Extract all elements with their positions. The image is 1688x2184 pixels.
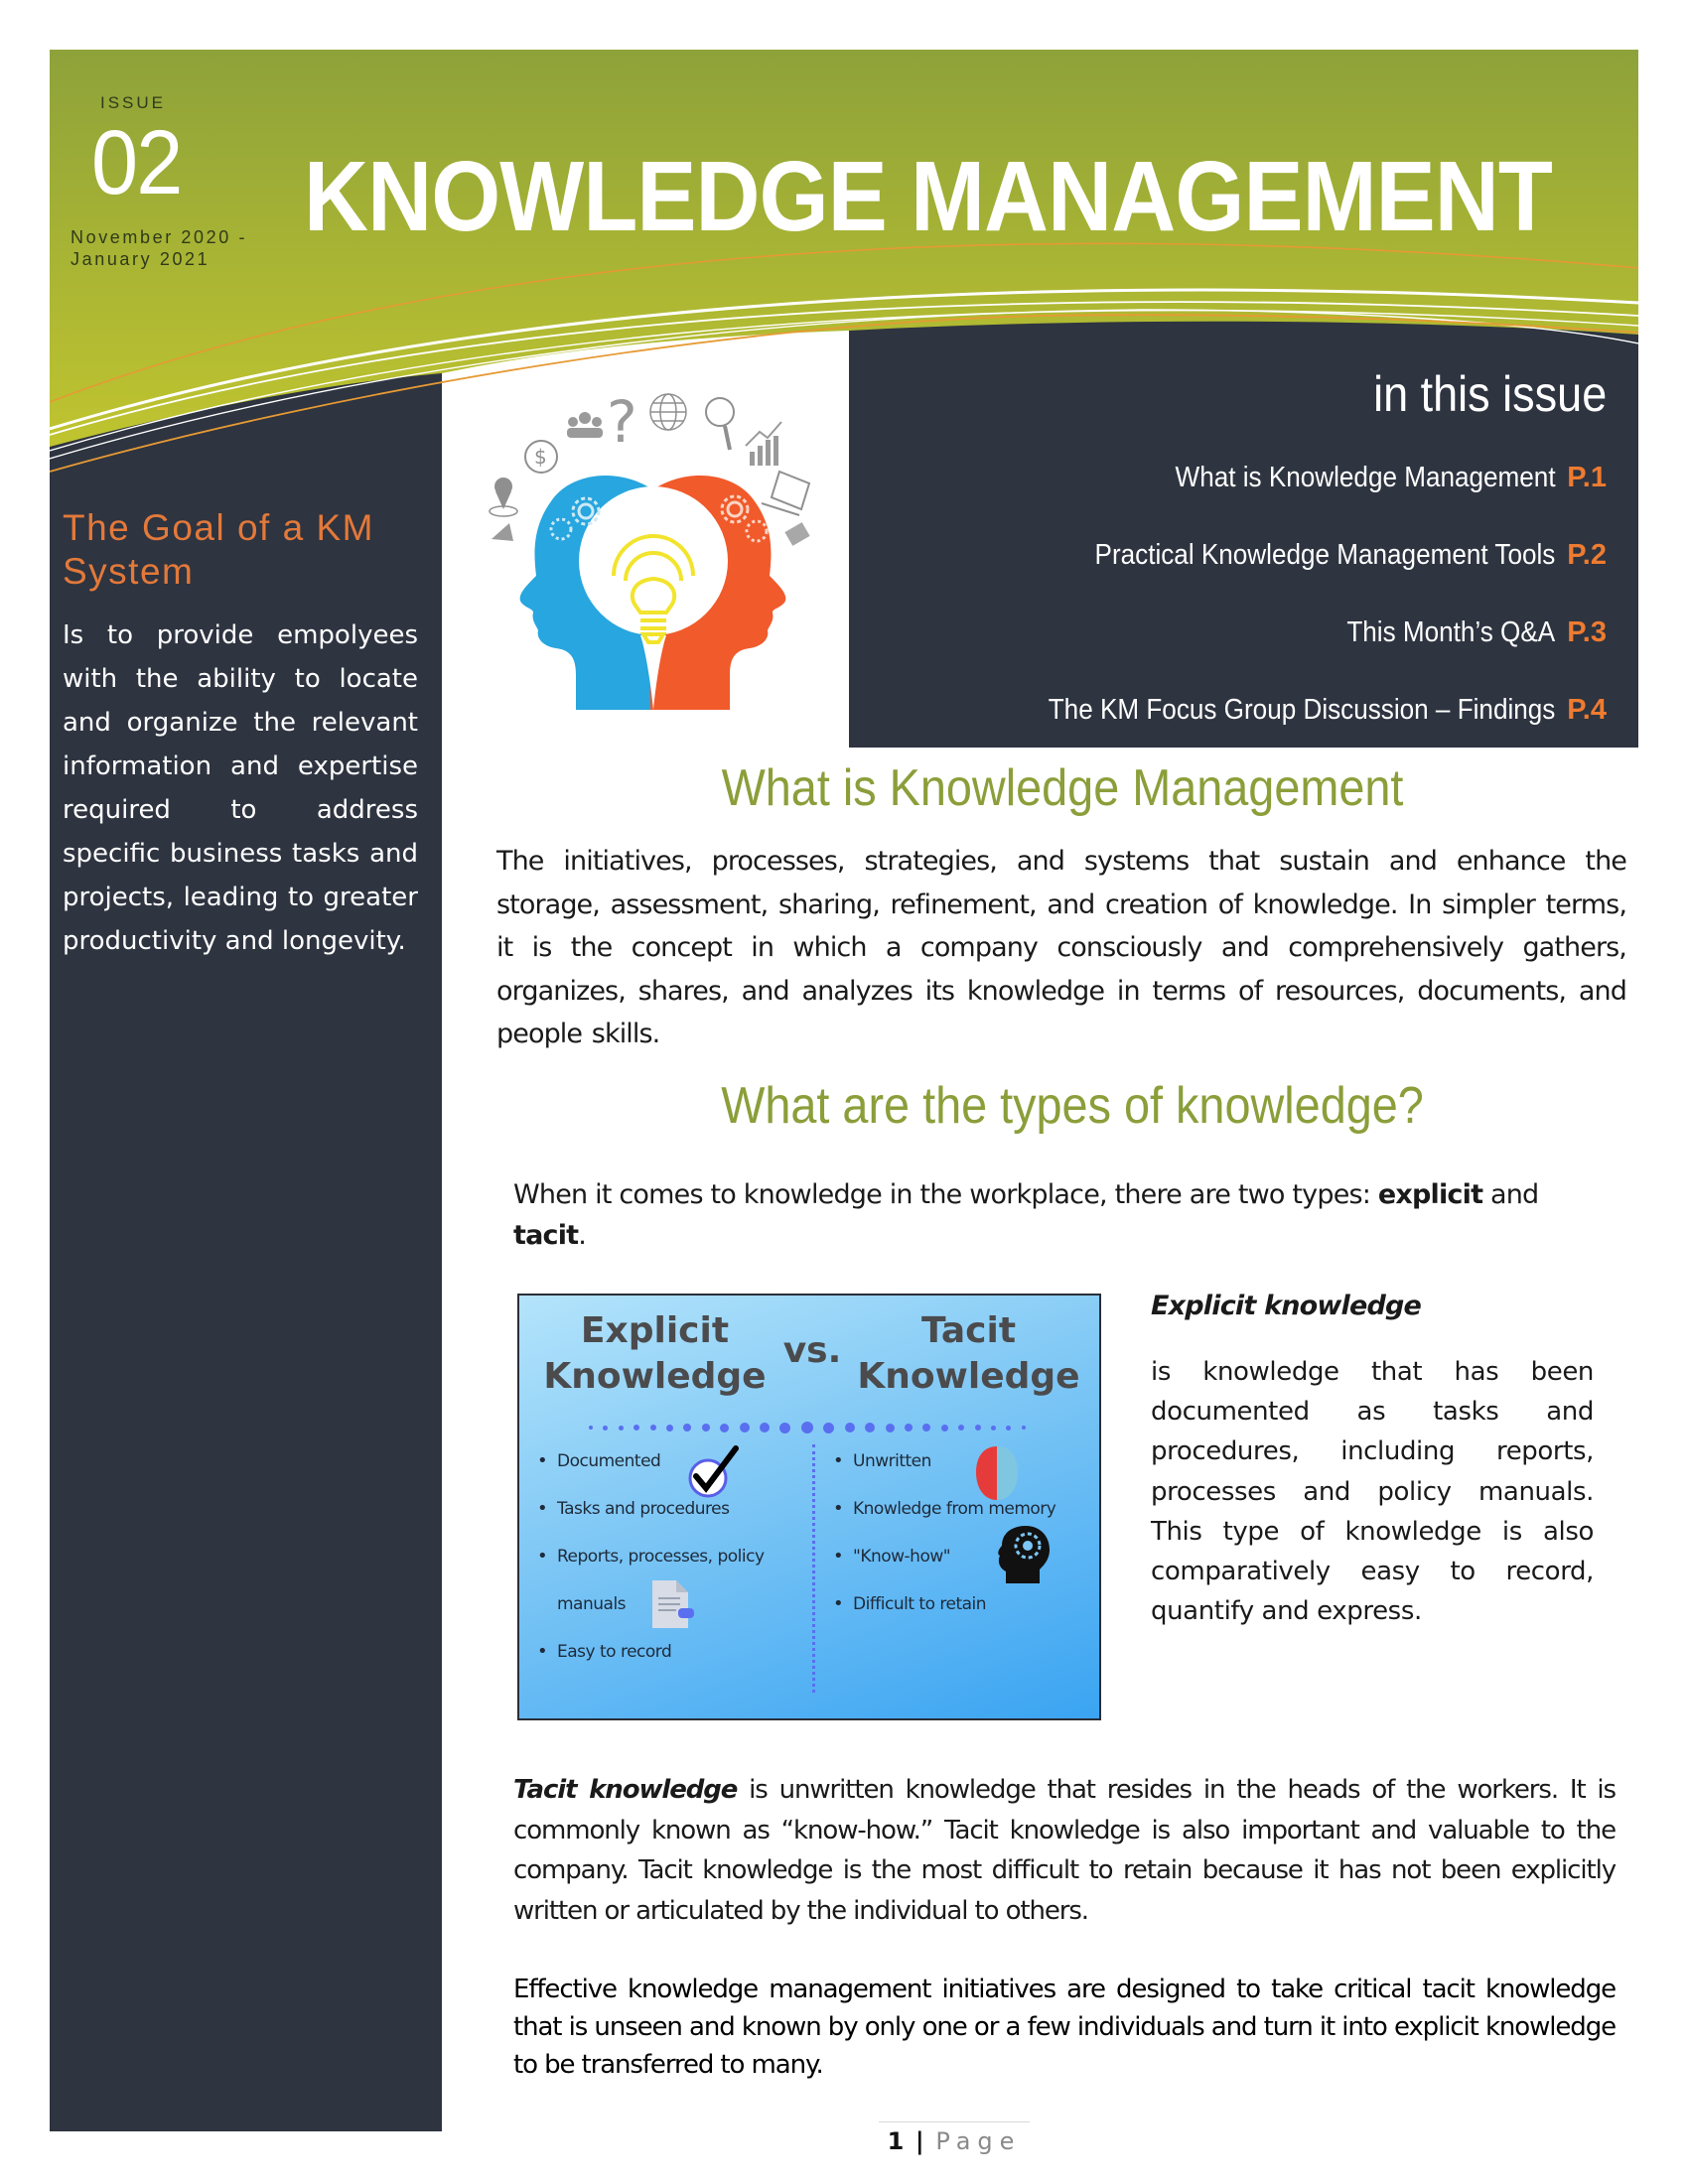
page-number: 1 [887,2127,905,2155]
explicit-list-item: • Reports, processes, policy [533,1542,811,1589]
brain-icon [974,1444,1020,1502]
bar-chart-icon [746,422,781,466]
explicit-list-item: • Easy to record [533,1637,811,1685]
sidebar-heading: The Goal of a KM System [63,507,374,592]
tacit-list-item: • Unwritten [829,1446,1097,1494]
toc-item-label: The KM Focus Group Discussion – Findings [1048,694,1556,726]
sidebar-body: Is to provide empolyees with the ability to locate and organize the relevant information and expertise required to address specific business tasks and projects, leading to greater productivity and longevity. [63,620,418,956]
people-icon [567,412,603,438]
intro-bold-explicit: explicit [1377,1179,1483,1210]
diagram-title-line: Tacit [920,1310,1017,1351]
megaphone-icon [492,523,513,541]
explicit-knowledge-paragraph: is knowledge that has been documented as tasks and procedures, including reports, processes and policy manuals. This type of knowledge is also comparatively easy to record, quantify and express. [1151,1357,1594,1627]
toc-item-page: P.4 [1567,694,1607,726]
location-pin-icon [490,478,517,516]
intro-text: . [578,1220,587,1251]
diagram-vs: vs. [782,1330,842,1371]
explicit-list-item: • Tasks and procedures [533,1494,811,1542]
page-label: Page [935,2127,1022,2155]
toc-item-page: P.3 [1567,616,1607,648]
intro-bold-tacit: tacit [513,1220,579,1251]
toc-item-page: P.1 [1567,462,1607,493]
diagram-title-line: Knowledge [543,1356,767,1397]
diagram-title-tacit [842,1310,1095,1397]
tacit-list-item: • Knowledge from memory [829,1494,1097,1542]
tacit-list-item: • "Know-how" [829,1542,1097,1589]
diagram-title-explicit [533,1310,776,1397]
page-footer [879,2127,1030,2155]
tacit-list-item: • Difficult to retain [829,1589,1097,1637]
envelope-icon [784,522,809,546]
tacit-knowledge-paragraph [513,1770,1616,1931]
toc-item[interactable] [852,539,1607,616]
in-this-issue-heading: in this issue [1372,366,1607,422]
toc-item[interactable] [852,616,1607,694]
diagram-title-line: Knowledge [857,1356,1080,1397]
issue-number: 02 [91,112,182,213]
explicit-list-item-continued: manuals [557,1594,627,1614]
footer-divider [879,2121,1030,2122]
magnifier-icon [706,398,734,450]
head-gear-icon [996,1524,1055,1585]
toc-item-label: This Month’s Q&A [1346,616,1556,648]
explicit-list-item: • Documented [533,1446,811,1494]
effective-km-paragraph: Effective knowledge management initiatives are designed to take critical tacit knowledge that is unseen and known by only one or a few individuals and turn it into explicit knowledge to be transferred to many. [513,1975,1616,2080]
tacit-knowledge-text: is unwritten knowledge that resides in the heads of the workers. It is commonly known as “know-how.” Tacit knowledge is also important and valuable to the company. Tacit knowledge is the most difficult to retain because it has not been explicitly written or articulated by the individual to others. [513,1775,1616,1926]
checkmark-icon [686,1442,748,1500]
tacit-knowledge-lead: Tacit knowledge [513,1775,738,1805]
question-mark-icon: ? [607,392,637,456]
what-is-km-paragraph: The initiatives, processes, strategies, and systems that sustain and enhance the storage, assessment, sharing, refinement, and creation of knowledge. In simpler terms, it is the concept in which a company consciously and comprehensively gathers, organizes, shares, and analyzes its knowledge in terms of resources, documents, and people skills. [496,846,1626,1049]
intro-text: and [1482,1179,1539,1210]
tacit-list [829,1446,1097,1637]
svg-text:$: $ [534,445,547,469]
toc-item-label: Practical Knowledge Management Tools [1094,539,1556,571]
hero-heads-illustration [482,392,824,710]
explicit-vs-tacit-diagram [517,1294,1101,1720]
issue-label: ISSUE [100,93,167,112]
section-heading-types: What are the types of knowledge? [721,1077,1424,1135]
diagram-title-line: Explicit [580,1310,730,1351]
toc-item-page: P.2 [1567,539,1607,571]
explicit-knowledge-heading: Explicit knowledge [1151,1291,1422,1321]
document-icon [648,1578,698,1630]
globe-icon [650,394,686,430]
toc-item-label: What is Knowledge Management [1175,462,1556,493]
explicit-list [533,1446,811,1685]
dollar-coin-icon [525,441,557,473]
section-heading-what-is-km: What is Knowledge Management [721,759,1404,817]
laptop-icon [762,472,809,515]
toc-item[interactable] [852,462,1607,539]
page-separator: | [914,2127,924,2155]
issue-dates: November 2020 - January 2021 [70,227,248,269]
dotted-divider [589,1421,1026,1434]
newsletter-title: KNOWLEDGE MANAGEMENT [304,141,1552,252]
types-intro-paragraph [513,1174,1616,1256]
vertical-dotted-divider [812,1444,815,1693]
intro-text: When it comes to knowledge in the workplace, there are two types: [513,1179,1378,1210]
table-of-contents [852,462,1607,771]
